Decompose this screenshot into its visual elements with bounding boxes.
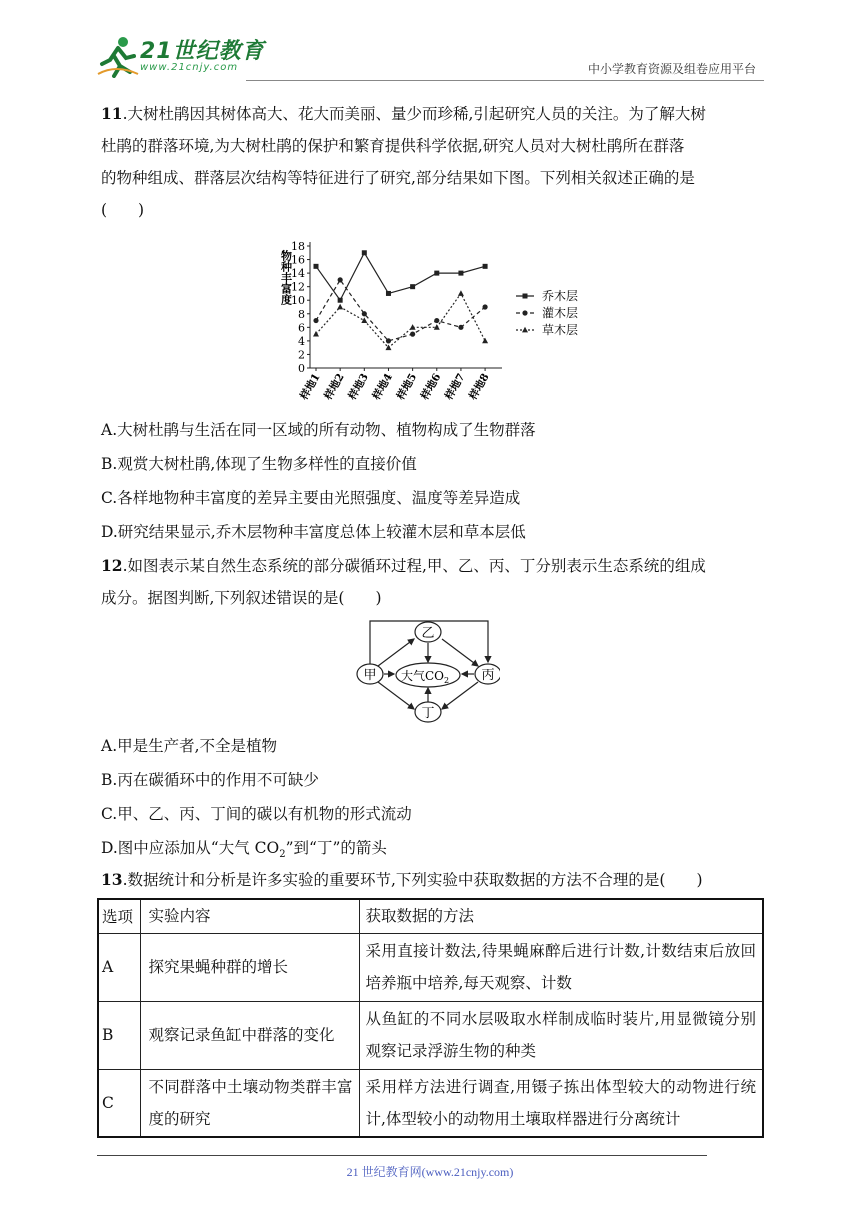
question-12 — [101, 550, 767, 614]
x-tick-label: 样地2 — [322, 371, 347, 403]
x-tick-label: 样地1 — [298, 371, 323, 403]
legend-label: 草木层 — [542, 323, 579, 337]
node-jia-label: 甲 — [363, 668, 377, 683]
question-12-line-2: 成分。据图判断,下列叙述错误的是( ) — [101, 589, 382, 607]
data-point — [434, 271, 439, 276]
x-tick-label: 样地5 — [394, 371, 420, 403]
carbon-cycle-svg — [350, 618, 500, 724]
q12-option-b: B.丙在碳循环中的作用不可缺少 — [101, 771, 319, 789]
table-cell: 探究果蝇种群的增长 — [140, 933, 359, 1001]
question-12-line-1: 12.如图表示某自然生态系统的部分碳循环过程,甲、乙、丙、丁分别表示生态系统的组成 — [101, 556, 706, 575]
legend-label: 乔木层 — [542, 289, 579, 303]
page-footer: 21 世纪教育网(www.21cnjy.com) — [346, 1165, 514, 1179]
table-cell: B — [98, 1001, 140, 1069]
y-tick-label: 6 — [298, 321, 305, 335]
platform-label: 中小学教育资源及组卷应用平台 — [587, 62, 756, 76]
table-row — [98, 1069, 763, 1137]
q11-option-d: D.研究结果显示,乔木层物种丰富度总体上较灌木层和草本层低 — [101, 523, 526, 541]
data-point — [482, 338, 488, 344]
legend-marker — [522, 310, 527, 315]
data-point — [362, 250, 367, 255]
legend-marker — [523, 294, 528, 299]
carbon-cycle-diagram — [350, 618, 500, 724]
y-tick-label: 14 — [291, 267, 305, 281]
y-tick-label: 0 — [298, 362, 305, 375]
x-tick-label: 样地3 — [346, 371, 371, 403]
question-11-line-3: 的物种组成、群落层次结构等特征进行了研究,部分结果如下图。下列相关叙述正确的是 — [101, 169, 695, 187]
data-point — [313, 318, 318, 323]
table-cell: A — [98, 933, 140, 1001]
table-header-cell: 选项 — [98, 899, 140, 933]
q11-option-c: C.各样地物种丰富度的差异主要由光照强度、温度等差异造成 — [101, 489, 521, 507]
y-tick-label: 10 — [291, 294, 305, 308]
table-header-row — [98, 899, 763, 933]
data-point — [410, 332, 415, 337]
question-11-number: 11 — [101, 104, 123, 123]
species-richness-chart — [276, 236, 606, 408]
question-11-line-1: 11.大树杜鹃因其树体高大、花大而美丽、量少而珍稀,引起研究人员的关注。为了解大树 — [101, 104, 706, 123]
y-tick-label: 4 — [298, 334, 305, 348]
data-point — [482, 304, 487, 309]
y-tick-label: 12 — [291, 280, 305, 294]
legend-label: 灌木层 — [542, 306, 579, 320]
question-13-line-1: 13.数据统计和分析是许多实验的重要环节,下列实验中获取数据的方法不合理的是( ) — [101, 870, 703, 889]
series-line-2 — [316, 280, 485, 341]
data-point — [338, 277, 343, 282]
node-co2-label: 大气$CO_2$ — [400, 669, 450, 685]
table-cell: C — [98, 1069, 140, 1137]
logo-text: 21世纪教育 — [140, 39, 265, 64]
x-tick-label: 样地8 — [467, 371, 492, 403]
table-cell: 从鱼缸的不同水层吸取水样制成临时装片,用显微镜分别观察记录浮游生物的种类 — [359, 1001, 763, 1069]
y-tick-label: 8 — [298, 307, 305, 321]
table-row — [98, 933, 763, 1001]
footer-divider — [97, 1155, 707, 1156]
data-point — [458, 325, 463, 330]
data-point — [434, 318, 439, 323]
node-yi-label: 乙 — [421, 626, 435, 641]
q12-option-a: A.甲是生产者,不全是植物 — [101, 737, 278, 755]
header-divider — [246, 80, 764, 81]
table-row — [98, 1001, 763, 1069]
chart-svg — [276, 236, 606, 408]
data-point — [362, 311, 367, 316]
data-point — [483, 264, 488, 269]
data-point — [386, 338, 391, 343]
question-11-line-4: ( ) — [101, 201, 145, 219]
y-tick-label: 18 — [291, 240, 305, 253]
table-cell: 观察记录鱼缸中群落的变化 — [140, 1001, 359, 1069]
data-point — [361, 317, 367, 323]
data-point — [314, 264, 319, 269]
q11-option-b: B.观赏大树杜鹃,体现了生物多样性的直接价值 — [101, 455, 417, 473]
x-tick-label: 样地6 — [418, 371, 444, 403]
data-point — [386, 291, 391, 296]
data-point — [458, 290, 464, 296]
table-header-cell: 实验内容 — [140, 899, 359, 933]
question-11 — [101, 98, 767, 226]
data-point — [458, 271, 463, 276]
q11-option-a: A.大树杜鹃与生活在同一区域的所有动物、植物构成了生物群落 — [101, 421, 536, 439]
question-12-number: 12 — [101, 556, 123, 575]
y-tick-label: 16 — [291, 253, 305, 267]
q12-option-c: C.甲、乙、丙、丁间的碳以有机物的形式流动 — [101, 805, 412, 823]
data-point — [337, 304, 343, 310]
legend-marker — [522, 327, 528, 333]
x-tick-label: 样地7 — [442, 371, 468, 403]
table-cell: 不同群落中土壤动物类群丰富度的研究 — [140, 1069, 359, 1137]
logo-url: www.21cnjy.com — [140, 62, 239, 73]
table-cell: 采用直接计数法,待果蝇麻醉后进行计数,计数结束后放回培养瓶中培养,每天观察、计数 — [359, 933, 763, 1001]
table-header-cell: 获取数据的方法 — [359, 899, 763, 933]
node-ding-label: 丁 — [421, 706, 435, 721]
runner-logo-icon — [96, 34, 140, 78]
logo — [96, 34, 271, 78]
table-cell: 采用样方法进行调查,用镊子拣出体型较大的动物进行统计,体型较小的动物用土壤取样器进行分离统计 — [359, 1069, 763, 1137]
y-tick-label: 2 — [298, 348, 305, 362]
page-header — [96, 30, 764, 82]
y-axis-label: 物种丰富度 — [279, 250, 293, 305]
q12-option-d: D.图中应添加从“大气 $CO_2$”到“丁”的箭头 — [101, 839, 387, 861]
x-tick-label: 样地4 — [370, 371, 396, 403]
question-11-line-2: 杜鹃的群落环境,为大树杜鹃的保护和繁育提供科学依据,研究人员对大树杜鹃所在群落 — [101, 137, 685, 155]
data-point — [410, 284, 415, 289]
question-13 — [101, 864, 767, 896]
q13-table — [97, 898, 764, 1138]
data-point — [313, 331, 319, 337]
data-point — [338, 298, 343, 303]
question-13-number: 13 — [101, 870, 123, 889]
node-bing-label: 丙 — [481, 668, 495, 683]
